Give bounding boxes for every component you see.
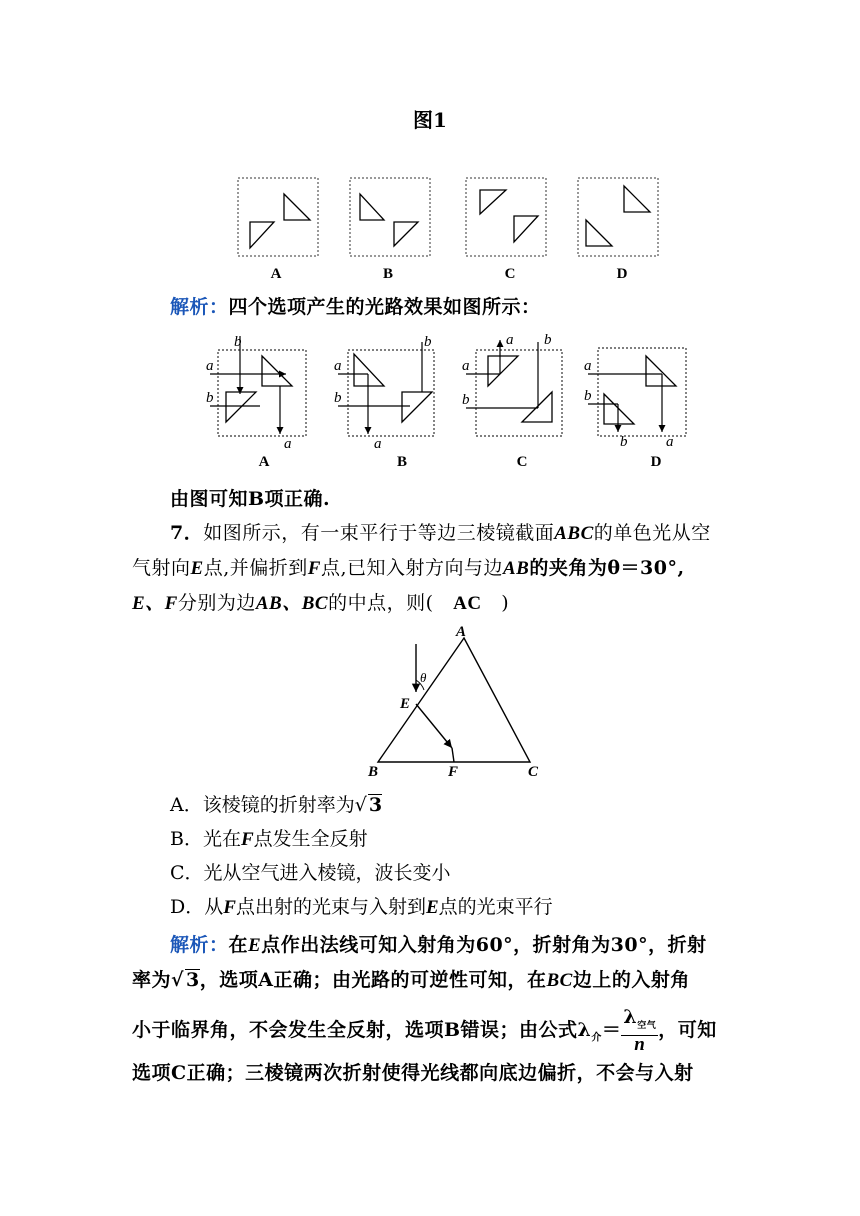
option-d-f: F	[223, 897, 236, 918]
prism-diagram	[360, 620, 560, 785]
q7-text-2c: 点,已知入射方向与边	[320, 557, 503, 579]
analysis-2-line-2: 率为√ 3，选项A正确；由光路的可逆性可知，在BC边上的入射角	[132, 969, 690, 991]
fig2a-ray-a: a	[206, 358, 214, 374]
fig2-option-b	[334, 334, 434, 470]
q7-ab: AB	[502, 558, 530, 579]
fig1-option-b	[350, 178, 430, 282]
fig1-label-a: A	[270, 266, 282, 282]
fig2-label-d: D	[650, 454, 662, 470]
fig1-label-c: C	[504, 266, 516, 282]
analysis-2-eq: ＝	[601, 1018, 622, 1041]
analysis-1-label: 解析：	[170, 296, 229, 318]
q7-line-1	[132, 516, 732, 551]
fig2d-ray-b: b	[584, 388, 592, 404]
option-d-text-c: 点的光束平行	[438, 896, 553, 918]
fig2-option-c	[462, 332, 562, 470]
prism-label-f: F	[448, 764, 459, 780]
analysis-2-s2a: 率为	[132, 969, 172, 991]
option-b-text-a: 光在	[202, 828, 241, 850]
q7-text-1b: 的单色光从空	[593, 522, 711, 544]
q7-f: F	[307, 558, 321, 579]
option-c-prefix: C．	[170, 862, 204, 884]
q7-abc: ABC	[554, 523, 594, 544]
fig2c-ray-a-top: a	[506, 332, 514, 348]
option-a-sqrt: 3	[368, 794, 383, 816]
analysis-2-s3b: ，可知	[658, 1018, 717, 1041]
figure-2-light-paths	[200, 328, 700, 473]
q7-text-3d: 的中点，则(	[328, 592, 434, 614]
option-d-e: E	[425, 897, 439, 918]
figure-1-options	[230, 170, 670, 285]
option-a-prefix: A．	[170, 794, 203, 816]
fig2a-ray-b-top: b	[234, 334, 242, 350]
frac-numerator: λ	[623, 1006, 638, 1028]
q7-text-3e: )	[501, 592, 510, 614]
q7-line-3	[132, 586, 732, 621]
analysis-2-fraction	[621, 1008, 658, 1054]
q7-text-1a: 如图所示，有一束平行于等边三棱镜截面	[203, 522, 555, 544]
option-b-prefix: B．	[170, 828, 203, 850]
analysis-1-text: 四个选项产生的光路效果如图所示：	[228, 296, 541, 318]
fig1-option-c	[466, 178, 546, 282]
frac-numerator-sub: 空气	[637, 1020, 657, 1031]
analysis-2-s2d: 边上的入射角	[572, 969, 690, 991]
q7-ef: E、F	[132, 593, 178, 614]
fig2-option-a	[206, 334, 306, 470]
prism-label-c: C	[528, 764, 539, 780]
fig2c-ray-b-top: b	[544, 332, 552, 348]
fig2-option-d	[584, 348, 686, 470]
fig2d-ray-b-bottom: b	[620, 434, 628, 450]
option-a-text: 该棱镜的折射率为	[202, 794, 355, 816]
fig2b-ray-a-bottom: a	[374, 436, 382, 452]
q7-answer: AC	[453, 593, 482, 614]
fig1-option-d	[578, 178, 658, 282]
analysis-2-line-4: 选项C正确；三棱镜两次折射使得光线都向底边偏折，不会与入射	[132, 1061, 694, 1084]
analysis-2	[132, 928, 732, 1091]
q7-text-3b: 分别为边	[177, 592, 256, 614]
option-d-text-a: 从	[204, 896, 224, 918]
q7-e: E	[190, 558, 204, 579]
fig2-label-a: A	[258, 454, 270, 470]
fig2-label-c: C	[516, 454, 528, 470]
option-c	[170, 856, 451, 890]
fig2d-ray-a-bottom: a	[666, 434, 674, 450]
prism-label-e: E	[400, 696, 411, 712]
fig2c-ray-a: a	[462, 358, 470, 374]
prism-label-b: B	[368, 764, 379, 780]
fig2b-ray-b: b	[334, 390, 342, 406]
fig1-label-b: B	[382, 266, 394, 282]
fig1-label-d: D	[616, 266, 628, 282]
option-b-text-b: 点发生全反射	[253, 828, 368, 850]
analysis-2-bc: BC	[546, 970, 573, 991]
figure-1-title: 图1	[413, 108, 447, 132]
option-d	[170, 890, 553, 925]
analysis-2-s1c: 点作出法线可知入射角为60°，折射角为30°，折射	[261, 934, 707, 956]
option-c-text: 光从空气进入棱镜，波长变小	[203, 862, 451, 884]
analysis-1	[170, 290, 770, 324]
analysis-2-s3a: 小于临界角，不会发生全反射，选项B错误；由公式λ	[132, 1018, 592, 1041]
option-d-text-b: 点出射的光束与入射到	[235, 896, 426, 918]
q7-line-2	[132, 551, 732, 586]
analysis-2-s1a: 在	[228, 934, 249, 956]
fig2c-ray-b: b	[462, 392, 470, 408]
fig2d-ray-a: a	[584, 358, 592, 374]
analysis-2-line-3	[132, 1008, 732, 1056]
analysis-2-e: E	[248, 935, 262, 956]
q7-text-2d: 的夹角为θ＝30°,	[529, 557, 685, 579]
fig2-label-b: B	[396, 454, 408, 470]
analysis-2-s2b: ，选项A正确；由光路的可逆性可知，在	[199, 969, 547, 991]
q7-number: 7．	[170, 522, 204, 544]
q7-text-2a: 气射向	[132, 557, 191, 579]
conclusion-1: 由图可知B项正确.	[170, 488, 331, 510]
option-b	[170, 822, 368, 857]
fig2b-ray-a: a	[334, 358, 342, 374]
fig2b-ray-b-top: b	[424, 334, 432, 350]
question-7	[132, 516, 732, 621]
analysis-2-label: 解析：	[170, 934, 229, 956]
analysis-2-line-1	[132, 928, 732, 963]
option-d-prefix: D．	[170, 896, 205, 918]
prism-label-a: A	[456, 624, 467, 640]
analysis-2-sub: 介	[591, 1032, 602, 1044]
q7-text-2b: 点,并偏折到	[203, 557, 308, 579]
fig2a-ray-b: b	[206, 390, 214, 406]
q7-ab-bc: AB、BC	[255, 593, 329, 614]
option-b-f: F	[240, 829, 254, 850]
prism-label-theta: θ	[420, 670, 427, 685]
analysis-2-sqrt: 3	[186, 969, 200, 991]
fig2a-ray-a-bottom: a	[284, 436, 292, 452]
fig1-option-a	[238, 178, 318, 282]
frac-denominator: n	[634, 1033, 646, 1055]
option-a: A．该棱镜的折射率为√ 3	[170, 794, 383, 816]
